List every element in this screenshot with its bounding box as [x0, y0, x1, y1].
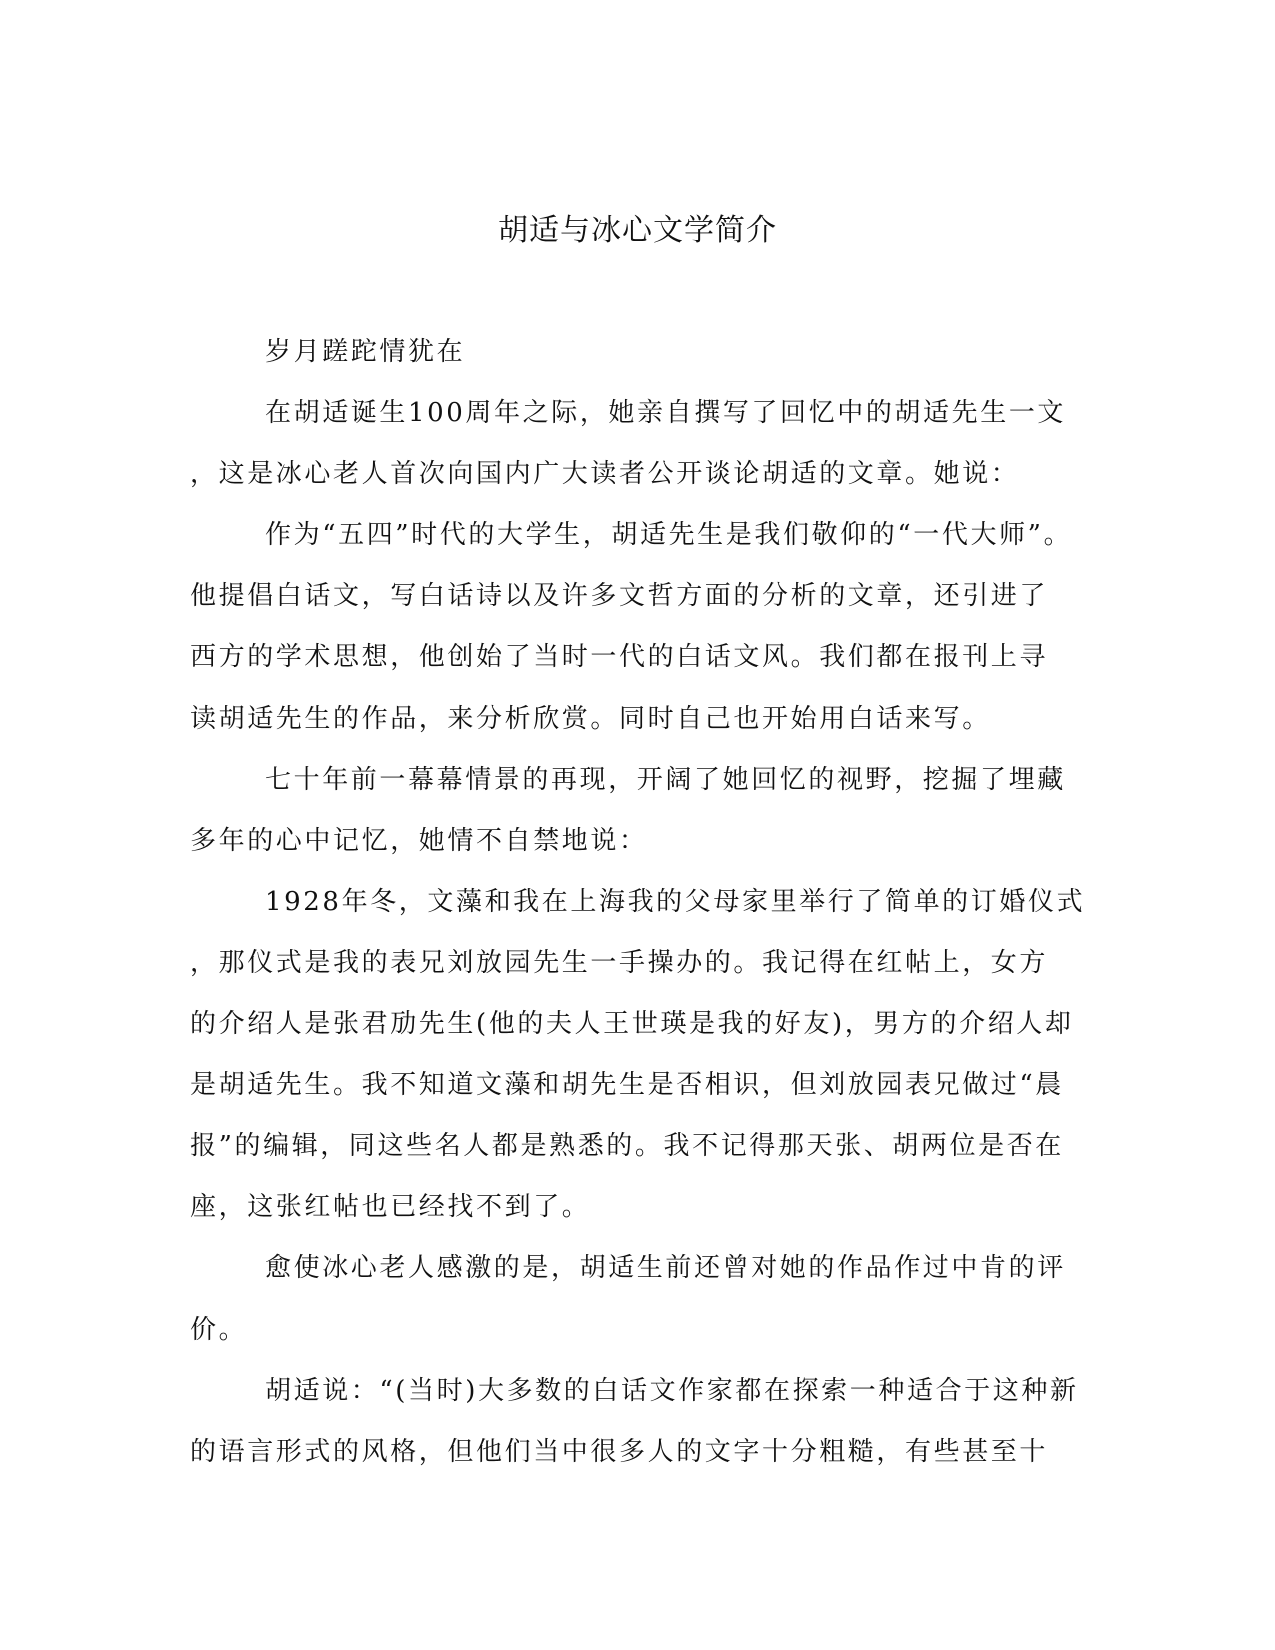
paragraph-line: 在胡适诞生100周年之际，她亲自撰写了回忆中的胡适先生一文	[265, 398, 1067, 429]
paragraph-line: 他提倡白话文，写白话诗以及许多文哲方面的分析的文章，还引进了	[190, 581, 1049, 612]
paragraph-line: ，这是冰心老人首次向国内广大读者公开谈论胡适的文章。她说：	[190, 459, 1020, 490]
paragraph-line: 是胡适先生。我不知道文藻和胡先生是否相识，但刘放园表兄做过“晨	[190, 1070, 1064, 1101]
section-heading: 岁月蹉跎情犹在	[265, 337, 466, 367]
paragraph-line: 价。	[190, 1314, 248, 1345]
paragraph-line: 愈使冰心老人感激的是，胡适生前还曾对她的作品作过中肯的评	[265, 1253, 1066, 1284]
paragraph-line: 作为“五四”时代的大学生，胡适先生是我们敬仰的“一代大师”。	[265, 520, 1073, 551]
paragraph-line: 的语言形式的风格，但他们当中很多人的文字十分粗糙，有些甚至十	[190, 1436, 1049, 1467]
paragraph-line: 读胡适先生的作品，来分析欣赏。同时自己也开始用白话来写。	[190, 703, 991, 734]
paragraph-line: 的介绍人是张君劢先生(他的夫人王世瑛是我的好友)，男方的介绍人却	[190, 1009, 1074, 1040]
document-body	[190, 322, 1085, 1483]
paragraph-line: 座，这张红帖也已经找不到了。	[190, 1192, 591, 1223]
paragraph-line: 多年的心中记忆，她情不自禁地说：	[190, 825, 648, 856]
paragraph-line: 西方的学术思想，他创始了当时一代的白话文风。我们都在报刊上寻	[190, 642, 1049, 673]
paragraph-line: 七十年前一幕幕情景的再现，开阔了她回忆的视野，挖掘了埋藏	[265, 764, 1066, 795]
document-title: 胡适与冰心文学简介	[498, 213, 777, 248]
paragraph-line: 报”的编辑，同这些名人都是熟悉的。我不记得那天张、胡两位是否在	[190, 1131, 1064, 1162]
paragraph-line: ，那仪式是我的表兄刘放园先生一手操办的。我记得在红帖上，女方	[190, 947, 1049, 978]
paragraph-line: 1928年冬，文藻和我在上海我的父母家里举行了简单的订婚仪式	[265, 886, 1086, 917]
paragraph-line: 胡适说：“(当时)大多数的白话文作家都在探索一种适合于这种新	[265, 1375, 1079, 1406]
